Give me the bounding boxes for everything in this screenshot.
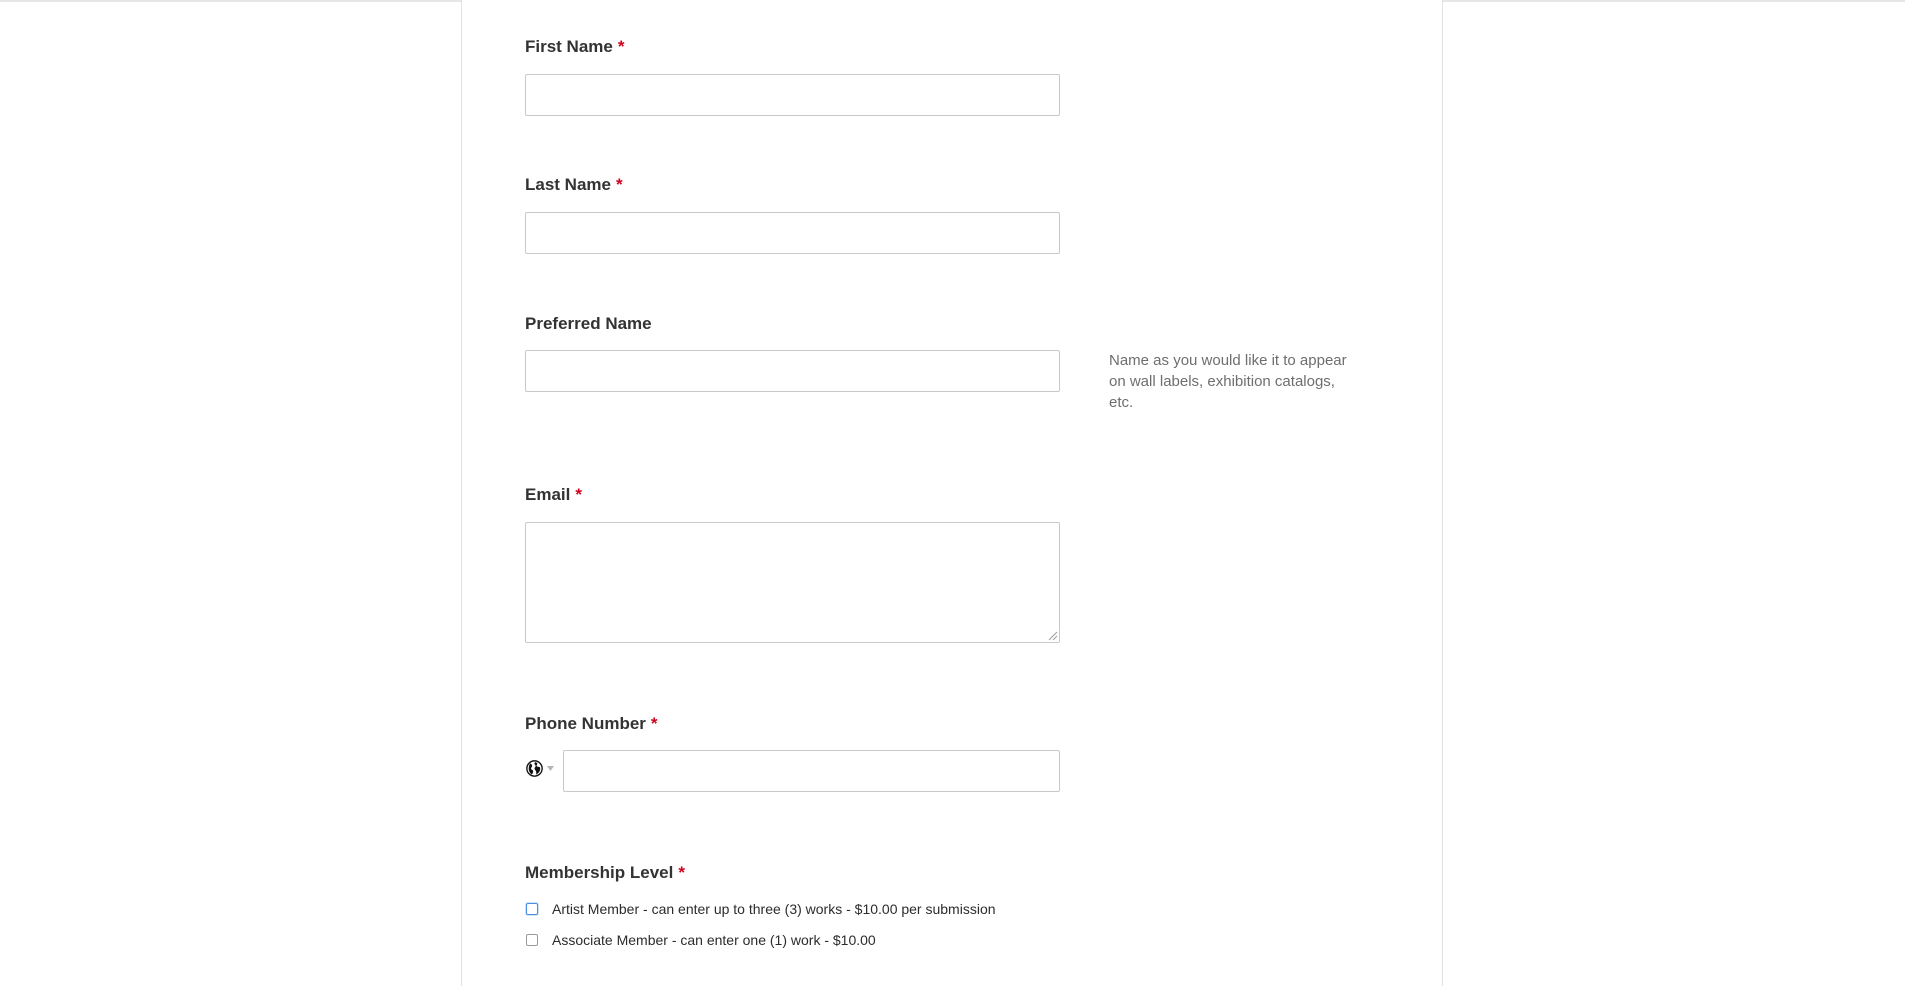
associate-member-checkbox[interactable] <box>526 934 538 946</box>
form-panel <box>461 0 1443 986</box>
last-name-input[interactable] <box>525 212 1060 254</box>
artist-member-checkbox[interactable] <box>526 903 538 915</box>
resize-handle-icon[interactable] <box>1047 630 1058 641</box>
membership-option-associate[interactable] <box>526 932 876 948</box>
required-marker: * <box>650 714 658 733</box>
email-label-text: Email <box>525 485 571 504</box>
preferred-name-label <box>525 314 652 334</box>
email-textarea[interactable] <box>525 522 1060 643</box>
country-code-picker[interactable] <box>526 757 560 779</box>
email-label <box>525 485 582 505</box>
first-name-label <box>525 37 625 57</box>
phone-label-text: Phone Number <box>525 714 646 733</box>
membership-label-text: Membership Level <box>525 863 674 882</box>
required-marker: * <box>617 37 625 56</box>
first-name-input[interactable] <box>525 74 1060 116</box>
required-marker: * <box>615 175 623 194</box>
artist-member-label[interactable]: Artist Member - can enter up to three (3) works - $10.00 per submission <box>552 901 996 917</box>
preferred-name-help: Name as you would like it to appear on wall labels, exhibition catalogs, etc. <box>1109 352 1347 411</box>
required-marker: * <box>678 863 685 882</box>
phone-label <box>525 714 658 734</box>
globe-icon <box>526 760 543 777</box>
last-name-label-text: Last Name <box>525 175 611 194</box>
required-marker: * <box>575 485 582 504</box>
membership-option-artist[interactable] <box>526 901 996 917</box>
membership-label <box>525 863 685 883</box>
last-name-label <box>525 175 623 195</box>
phone-input[interactable] <box>563 750 1060 792</box>
preferred-name-input[interactable] <box>525 350 1060 392</box>
preferred-name-label-text: Preferred Name <box>525 314 652 333</box>
first-name-label-text: First Name <box>525 37 613 56</box>
associate-member-label[interactable]: Associate Member - can enter one (1) work - $10.00 <box>552 932 876 948</box>
chevron-down-icon <box>547 766 554 771</box>
